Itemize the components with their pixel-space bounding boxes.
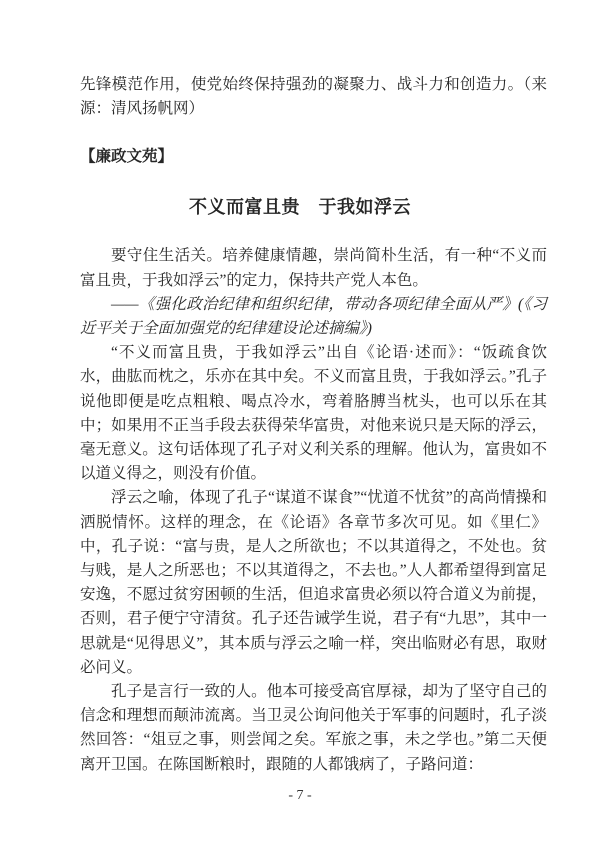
article-paragraph: 浮云之喻，体现了孔子“谋道不谋食”“忧道不忧贫”的高尚情操和洒脱情怀。这样的理念，在《论语》各章节多次可见。如《里仁》中，孔子说：“富与贵，是人之所欲也；不以其道得之，不处也。贫与贱，是人之所恶也；不以其道得之，不去也。”人人都希望得到富足安逸，不愿过贫穷困顿的生活，但追求富贵必须以符合道义为前提，否则，君子便宁守清贫。孔子还告诫学生说，君子有“九思”，其中一思就是“见得思义”，其本质与浮云之喻一样，突出临财必有思，取财必问义。 [80,489,547,676]
section-header: 【廉政文苑】 [80,148,174,166]
continuation-paragraph: 先锋模范作用，使党始终保持强劲的凝聚力、战斗力和创造力。（来源：清风扬帆网） [80,76,547,118]
article-citation-paragraph: ——《强化政治纪律和组织纪律，带动各项纪律全面从严》(《习近平关于全面加强党的纪律建设论述摘编》) [80,295,547,338]
article-paragraph: “不义而富且贵，于我如浮云”出自《论语·述而》：“饭疏食饮水，曲肱而枕之，乐亦在其中矣。不义而富且贵，于我如浮云。”孔子说他即便是吃点粗粮、喝点冷水，弯着胳膊当枕头，也可以乐在其中；如果用不正当手段去获得荣华富贵，对他来说只是天际的浮云，毫无意义。这句话体现了孔子对义利关系的理解。他认为，富贵如不以道义得之，则没有价值。 [80,344,547,483]
article-title: 不义而富且贵 于我如浮云 [189,197,411,218]
article-paragraph: 孔子是言行一致的人。他本可接受高官厚禄，却为了坚守自己的信念和理想而颠沛流离。当卫灵公询问他关于军事的问题时，孔子淡然回答：“俎豆之事，则尝闻之矣。军旅之事，未之学也。”第二天便离开卫国。在陈国断粮时，跟随的人都饿病了，子路问道： [80,683,547,773]
article-paragraph: 要守住生活关。培养健康情趣，崇尚简朴生活，有一种“不义而富且贵，于我如浮云”的定力，保持共产党人本色。 [80,247,547,289]
page-number: - 7 - [288,787,312,803]
